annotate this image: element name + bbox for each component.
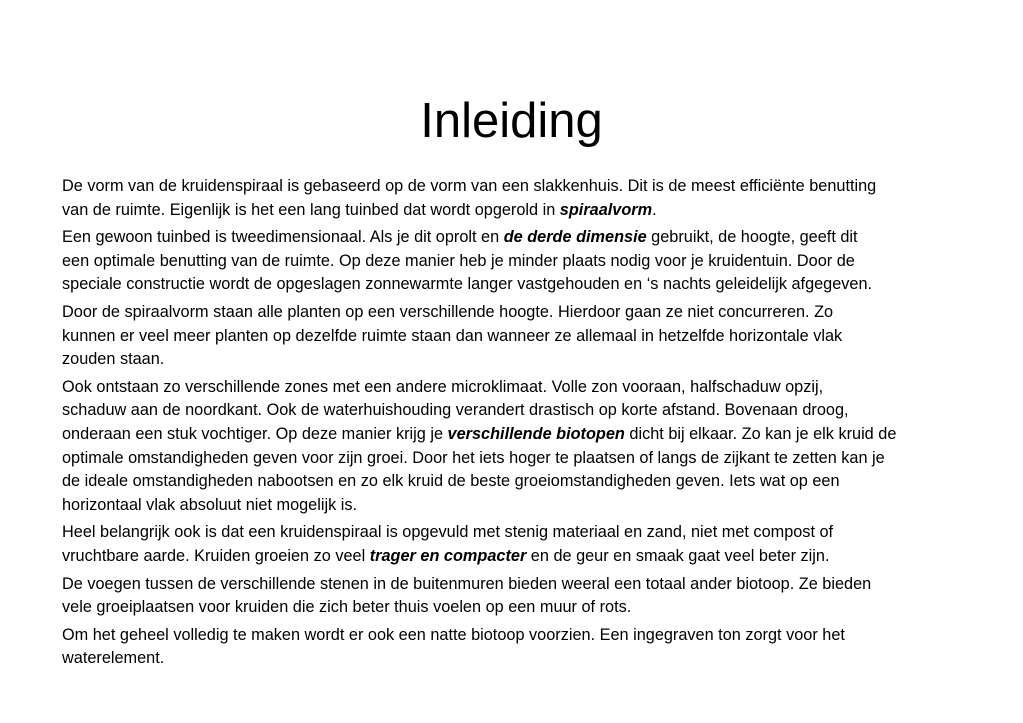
- text-segment: Heel belangrijk ook is dat een kruidenspiraal is opgevuld met stenig materiaal en zand, niet met compost of: [62, 523, 834, 542]
- text-segment: Een gewoon tuinbed is tweedimensionaal. Als je dit oprolt en: [62, 228, 504, 247]
- emphasized-text: verschillende biotopen: [447, 424, 625, 443]
- text-line: [62, 250, 972, 274]
- text-line: [62, 573, 972, 597]
- slide-body: [62, 175, 972, 675]
- text-segment: onderaan een stuk vochtiger. Op deze manier krijg je: [62, 424, 448, 443]
- text-segment: de ideale omstandigheden nabootsen en zo elk kruid de beste groeiomstandigheden geven. Iets wat op een: [62, 472, 840, 491]
- text-line: [62, 273, 972, 297]
- paragraph: [62, 226, 972, 297]
- text-segment: vruchtbare aarde. Kruiden groeien zo veel: [62, 546, 370, 565]
- text-line: [62, 301, 972, 325]
- paragraph: [62, 573, 972, 620]
- text-segment: dicht bij elkaar. Zo kan je elk kruid de: [624, 424, 897, 443]
- paragraph: [62, 376, 972, 518]
- text-segment: waterelement.: [62, 649, 165, 668]
- text-line: [62, 399, 972, 423]
- paragraph: [62, 521, 972, 568]
- text-segment: .: [652, 200, 657, 219]
- text-segment: van de ruimte. Eigenlijk is het een lang tuinbed dat wordt opgerold in: [62, 200, 560, 219]
- paragraph: [62, 175, 972, 222]
- text-line: [62, 545, 972, 569]
- text-segment: De vorm van de kruidenspiraal is gebaseerd op de vorm van een slakkenhuis. Dit is de meest efficiënte benutting: [62, 177, 877, 195]
- text-line: [62, 596, 972, 620]
- text-line: [62, 175, 972, 199]
- text-line: [62, 494, 972, 518]
- slide-title: Inleiding: [420, 93, 603, 148]
- text-segment: kunnen er veel meer planten op dezelfde ruimte staan dan wanneer ze allemaal in hetzelfde horizontale vlak: [62, 326, 843, 345]
- paragraph: [62, 624, 972, 671]
- emphasized-text: trager en compacter: [369, 546, 527, 565]
- text-line: [62, 325, 972, 349]
- text-segment: Om het geheel volledig te maken wordt er ook een natte biotoop voorzien. Een ingegraven ton zorgt voor het: [62, 625, 845, 644]
- emphasized-text: de derde dimensie: [503, 228, 647, 247]
- text-line: [62, 423, 972, 447]
- paragraph: [62, 301, 972, 372]
- text-segment: gebruikt, de hoogte, geeft dit: [646, 228, 858, 247]
- text-segment: horizontaal vlak absoluut niet mogelijk is.: [62, 495, 358, 514]
- text-segment: en de geur en smaak gaat veel beter zijn.: [526, 546, 830, 565]
- text-segment: zouden staan.: [62, 350, 165, 369]
- text-line: [62, 376, 972, 400]
- text-segment: optimale omstandigheden geven voor zijn groei. Door het iets hoger te plaatsen of langs de zijkant te zetten kan je: [62, 448, 885, 467]
- text-line: [62, 624, 972, 648]
- text-line: [62, 348, 972, 372]
- text-line: [62, 226, 972, 250]
- text-segment: speciale constructie wordt de opgeslagen zonnewarmte langer vastgehouden en ‘s nachts geleidelijk afgegeven.: [62, 275, 873, 294]
- text-segment: een optimale benutting van de ruimte. Op deze manier heb je minder plaats nodig voor je kruidentuin. Door de: [62, 251, 855, 270]
- text-line: [62, 521, 972, 545]
- emphasized-text: spiraalvorm: [559, 200, 653, 219]
- text-line: [62, 470, 972, 494]
- text-segment: Ook ontstaan zo verschillende zones met een andere microklimaat. Volle zon vooraan, halfschaduw opzij,: [62, 377, 824, 396]
- text-segment: vele groeiplaatsen voor kruiden die zich beter thuis voelen op een muur of rots.: [62, 598, 632, 617]
- text-segment: De voegen tussen de verschillende stenen in de buitenmuren bieden weeral een totaal ander biotoop. Ze bieden: [62, 574, 872, 593]
- text-line: [62, 447, 972, 471]
- text-line: [62, 199, 972, 223]
- text-segment: Door de spiraalvorm staan alle planten op een verschillende hoogte. Hierdoor gaan ze niet concurreren. Zo: [62, 302, 834, 321]
- text-line: [62, 647, 972, 671]
- text-segment: schaduw aan de noordkant. Ook de waterhuishouding verandert drastisch op korte afstand. Bovenaan droog,: [62, 401, 849, 420]
